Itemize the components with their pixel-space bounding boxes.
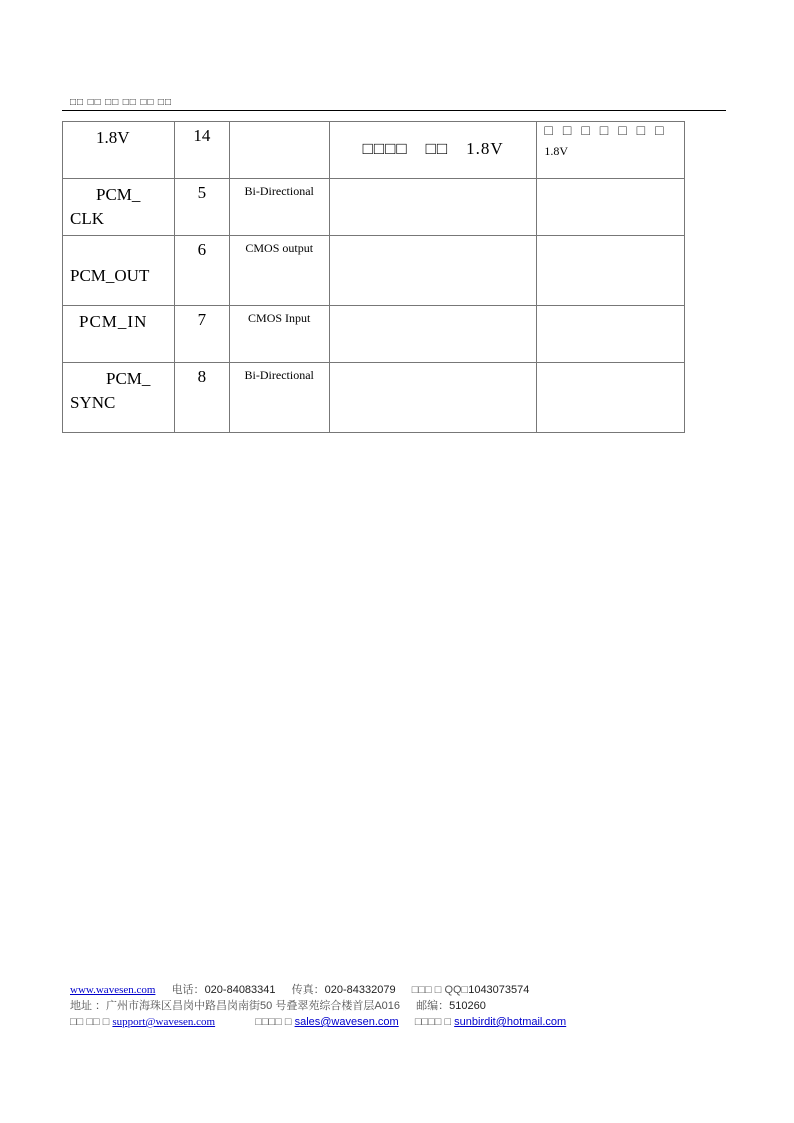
pin-note-bottom: 1.8V <box>544 144 569 158</box>
pin-type: Bi-Directional <box>229 179 329 236</box>
address: 地址 ：广州市海珠区昌岗中路昌岗南街50 号叠翠苑综合楼首层A016 <box>70 1000 401 1012</box>
pin-number: 7 <box>175 306 229 363</box>
page-footer <box>70 982 730 1030</box>
phone-label: 电话： <box>171 984 205 996</box>
pin-number: 14 <box>175 122 229 179</box>
pin-note-cell <box>537 122 685 179</box>
pin-note <box>537 363 685 433</box>
website-link[interactable]: www.wavesen.com <box>70 984 156 996</box>
pin-description <box>329 236 537 306</box>
other-email-link[interactable]: sunbirdit@hotmail.com <box>454 1016 567 1028</box>
pin-note <box>537 236 685 306</box>
pin-name-cell <box>63 122 175 179</box>
fax-number: 020-84332079 <box>324 984 396 996</box>
table-row <box>63 122 685 179</box>
pin-type <box>229 122 329 179</box>
footer-address-line <box>70 998 730 1014</box>
header-rule <box>62 110 726 111</box>
pin-number: 8 <box>175 363 229 433</box>
pin-table <box>62 121 685 433</box>
pin-type: CMOS output <box>229 236 329 306</box>
pin-note <box>537 179 685 236</box>
header-text: □□ □□ □□ □□ □□ □□ <box>70 97 172 108</box>
footer-email-line <box>70 1014 730 1030</box>
pin-name-cell <box>63 363 175 433</box>
pin-description <box>329 179 537 236</box>
pin-number: 6 <box>175 236 229 306</box>
pin-type: CMOS Input <box>229 306 329 363</box>
table-row <box>63 179 685 236</box>
pin-type: Bi-Directional <box>229 363 329 433</box>
phone-number: 020-84083341 <box>204 984 276 996</box>
qq-label: □□□ □ QQ□ <box>411 984 469 996</box>
pin-name: 1.8V <box>96 128 130 147</box>
pin-name-cell <box>63 179 175 236</box>
qq-number: 1043073574 <box>468 984 530 996</box>
pin-note <box>537 306 685 363</box>
table-row <box>63 306 685 363</box>
pin-name: PCM_OUT <box>70 266 150 285</box>
pin-description: □□□□ □□ 1.8V <box>362 139 504 158</box>
postcode-label: 邮编： <box>416 1000 450 1012</box>
pin-description <box>329 363 537 433</box>
pin-name-line1: PCM_ <box>96 185 141 204</box>
pin-name-cell <box>63 236 175 306</box>
pin-name-line2: SYNC <box>70 393 116 412</box>
postcode: 510260 <box>449 1000 486 1012</box>
support-email-link[interactable]: support@wavesen.com <box>112 1016 216 1028</box>
footer-contact-line <box>70 982 730 998</box>
pin-name-cell <box>63 306 175 363</box>
pin-description-cell <box>329 122 537 179</box>
fax-label: 传真： <box>291 984 325 996</box>
sales-email-link[interactable]: sales@wavesen.com <box>294 1016 399 1028</box>
page-header <box>70 92 726 110</box>
table-row <box>63 236 685 306</box>
support-label: □□ □□ □ <box>70 1016 110 1028</box>
pin-note-top: □□□□□□□ <box>544 124 674 139</box>
pin-description <box>329 306 537 363</box>
pin-name-line2: CLK <box>70 209 104 228</box>
other-email-label: □□□□ □ <box>414 1016 452 1028</box>
table-row <box>63 363 685 433</box>
pin-name: PCM_IN <box>79 312 148 331</box>
pin-name-line1: PCM_ <box>106 369 151 388</box>
pin-number: 5 <box>175 179 229 236</box>
sales-label: □□□□ □ <box>255 1016 292 1028</box>
